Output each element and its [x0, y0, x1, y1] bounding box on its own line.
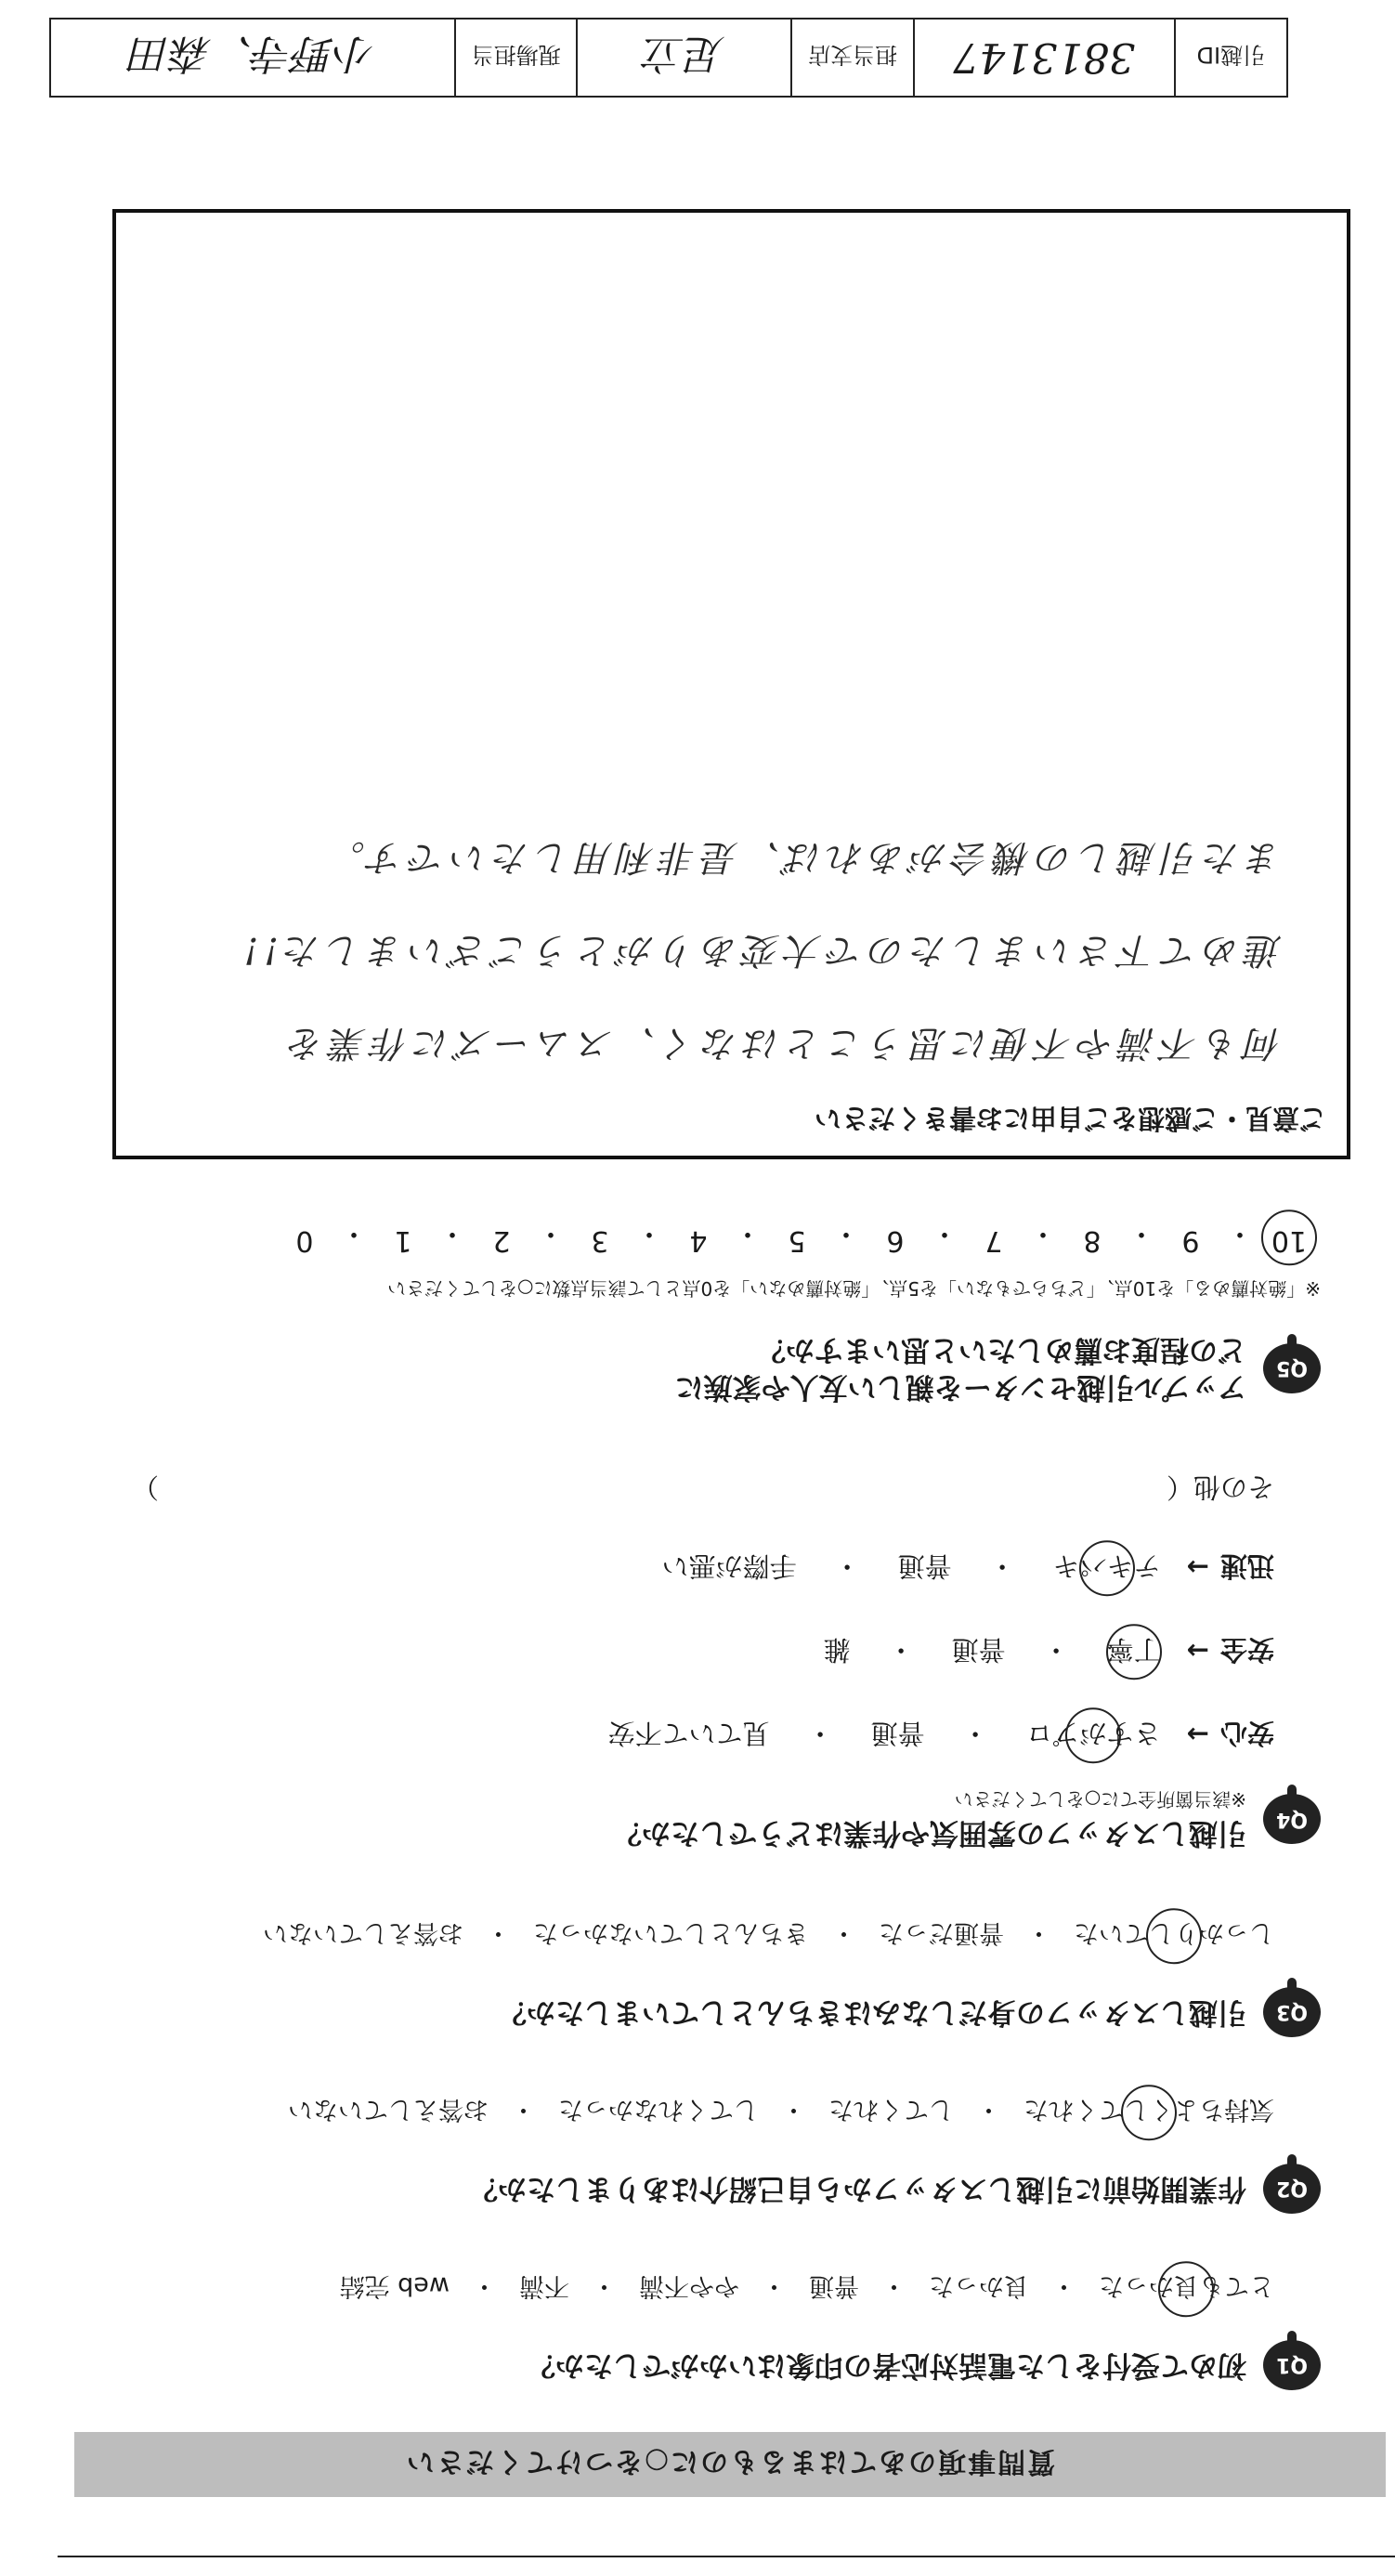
- branch-label: 担当支店: [790, 20, 912, 96]
- q4-row-2-option-3[interactable]: 雑: [823, 1634, 851, 1666]
- q3-options: しっかりしていた ・ 普通だった ・ きちんとしていなかった ・ お答えしていない: [263, 1917, 1274, 1954]
- q1-badge: Q1: [1263, 2340, 1321, 2390]
- handwriting-line-1: 何も不満や不便に思うことはなく、スムーズに作業を: [282, 1022, 1282, 1064]
- q2-badge: Q2: [1263, 2164, 1321, 2214]
- q4-row-anzen: 安全 → 丁寧 ・ 普通 ・ 雑: [824, 1632, 1274, 1670]
- q4-badge: Q4: [1263, 1795, 1321, 1845]
- question-3: [498, 1987, 1321, 2037]
- q5-badge: Q5: [1263, 1343, 1321, 1393]
- handwriting-line-3: また引越しの機会があれば、是非利用したいです。: [323, 836, 1282, 878]
- q3-option-2[interactable]: 普通だった: [879, 1918, 1004, 1947]
- top-divider: [58, 2556, 1395, 2557]
- q3-badge: Q3: [1263, 1987, 1321, 2037]
- score-3[interactable]: 3: [591, 1224, 609, 1257]
- q2-text: 作業開始前に引越しスタッフから自己紹介はありましたか？: [469, 2172, 1246, 2205]
- comment-title: ご意見・ご感想をご自由にお書きください: [814, 1103, 1326, 1134]
- question-4: [613, 1787, 1321, 1851]
- q4-row-1-option-2[interactable]: 普通: [870, 1718, 925, 1749]
- q4-other-row: [132, 1470, 1274, 1508]
- q5-text-line1: アップル引越センターを親しい友人や家族に: [674, 1370, 1246, 1404]
- score-2[interactable]: 2: [492, 1224, 511, 1257]
- q4-other-close: ）: [132, 1471, 160, 1503]
- q1-options: とても良かった ・ 良かった ・ 普通 ・ やや不満 ・ 不満 ・ web 完結: [340, 2270, 1274, 2307]
- move-id-value: 3813147: [913, 20, 1174, 96]
- question-5: [675, 1331, 1321, 1406]
- score-1[interactable]: 1: [394, 1224, 412, 1257]
- q1-option-2[interactable]: 良かった: [929, 2271, 1029, 2300]
- leader-value: 小野寺、森田: [130, 30, 376, 77]
- q4-row-3-option-3[interactable]: 手際が悪い: [661, 1550, 797, 1582]
- instruction-text: 質問事項のあてはまるものに○をつけてください: [404, 2445, 1056, 2478]
- instruction-banner: [74, 2432, 1386, 2497]
- q1-text: 初めて受付をした電話対応者の印象はいかがでしたか？: [527, 2348, 1246, 2382]
- score-10[interactable]: 10: [1258, 1216, 1321, 1257]
- q1-option-3[interactable]: 普通: [809, 2271, 859, 2300]
- q4-row-anshin: 安心 → さすがプロ ・ 普通 ・ 見ていて不安: [608, 1716, 1274, 1754]
- leader-label: 現場担当: [454, 20, 576, 96]
- office-info-table: [49, 18, 1288, 98]
- q3-text: 引越しスタッフの身だしなみはきちんとしていましたか？: [498, 1995, 1246, 2029]
- q4-row-3-option-1[interactable]: テキパキ: [1053, 1549, 1161, 1587]
- q4-row-1-option-1[interactable]: さすがプロ: [1026, 1716, 1161, 1754]
- q5-note: ※「絶対薦める」を10点、「どちらでもない」を5点、「絶対薦めない」を0点として該当点数に○をしてください: [387, 1277, 1321, 1300]
- q4-row-3-label: 迅速: [1219, 1550, 1274, 1582]
- q4-note: ※該当箇所全てに○をしてください: [954, 1788, 1246, 1811]
- q1-option-5[interactable]: 不満: [519, 2271, 569, 2300]
- q2-option-4[interactable]: お答えしていない: [288, 2095, 489, 2124]
- q2-option-1[interactable]: 気持ちよくしてくれた: [1023, 2094, 1274, 2130]
- q2-options: 気持ちよくしてくれた ・ してくれた ・ してくれなかった ・ お答えしていない: [288, 2094, 1274, 2130]
- comment-box[interactable]: [112, 209, 1350, 1159]
- q3-option-3[interactable]: きちんとしていなかった: [533, 1918, 809, 1947]
- q4-row-2-label: 安全: [1219, 1634, 1274, 1666]
- q5-score-scale: 10 ・ 9 ・ 8 ・ 7 ・ 6 ・ 5 ・ 4 ・ 3 ・ 2 ・ 1 ・ 0: [273, 1216, 1321, 1257]
- q5-text-line2: どの程度お薦めしたいと思いますか？: [757, 1333, 1246, 1366]
- question-1: [527, 2340, 1321, 2390]
- question-2: [469, 2164, 1321, 2214]
- q4-row-2-option-1[interactable]: 丁寧: [1107, 1632, 1161, 1670]
- score-5[interactable]: 5: [788, 1224, 806, 1257]
- q4-row-1-option-3[interactable]: 見ていて不安: [607, 1718, 770, 1749]
- q1-option-4[interactable]: やや不満: [639, 2271, 739, 2300]
- q4-row-jinsoku: 迅速 → テキパキ ・ 普通 ・ 手際が悪い: [662, 1549, 1274, 1587]
- q1-option-6[interactable]: web 完結: [339, 2271, 450, 2300]
- q4-text: 引越しスタッフの雰囲気や作業はどうでしたか？: [613, 1816, 1246, 1850]
- score-9[interactable]: 9: [1181, 1224, 1200, 1257]
- q4-other-label: その他（: [1166, 1471, 1274, 1503]
- handwriting-line-2: 進めて下さいましたので大変ありがとうございました!!: [238, 929, 1282, 971]
- score-8[interactable]: 8: [1083, 1224, 1102, 1257]
- q1-option-1[interactable]: とても良かった: [1099, 2270, 1274, 2307]
- move-id-label: 引越ID: [1174, 20, 1286, 96]
- score-0[interactable]: 0: [295, 1224, 314, 1257]
- branch-value: 足立: [576, 20, 790, 96]
- q4-row-1-label: 安心: [1219, 1718, 1274, 1749]
- q2-option-3[interactable]: してくれなかった: [558, 2095, 759, 2124]
- q3-option-1[interactable]: しっかりしていた: [1074, 1917, 1274, 1954]
- q3-option-4[interactable]: お答えしていない: [263, 1918, 463, 1947]
- score-6[interactable]: 6: [886, 1224, 905, 1257]
- score-7[interactable]: 7: [984, 1224, 1003, 1257]
- q2-option-2[interactable]: してくれた: [828, 2095, 954, 2124]
- score-4[interactable]: 4: [689, 1224, 708, 1257]
- q4-row-3-option-2[interactable]: 普通: [897, 1550, 952, 1582]
- q4-row-2-option-2[interactable]: 普通: [951, 1634, 1006, 1666]
